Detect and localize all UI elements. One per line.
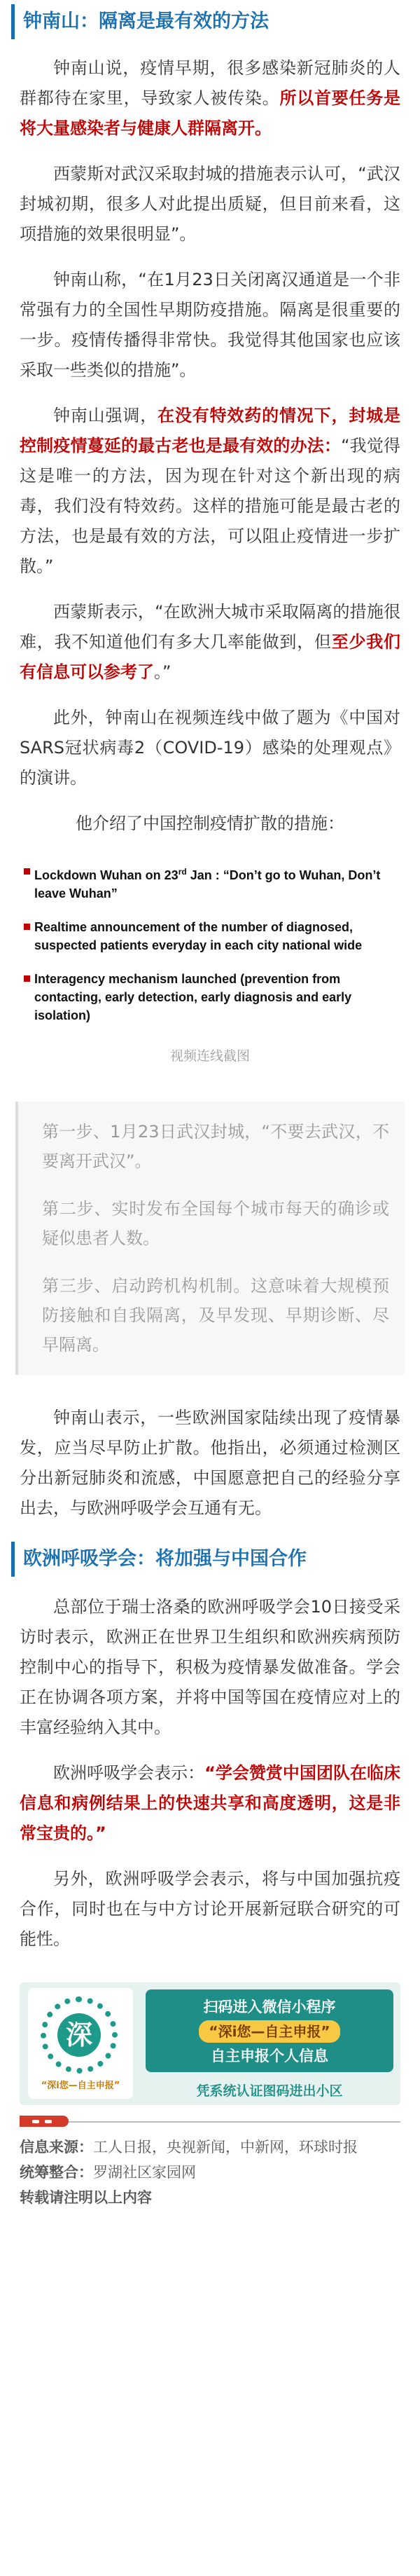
slide-item: [24, 918, 396, 954]
section-heading-zhong-nanshan: 钟南山：隔离是最有效的方法: [11, 4, 409, 39]
footer-editor-value: 罗湖社区家园网: [93, 2164, 196, 2181]
slide-item-text: Interagency mechanism launched (prevention from contacting, early detection, early diagnosis and early isolation): [34, 972, 352, 1022]
promo-panel: [146, 1989, 393, 2072]
square-bullet-icon: [24, 868, 30, 875]
paragraph-text: 欧洲呼吸学会表示：: [53, 1763, 205, 1783]
slide-item-text: Realtime announcement of the number of diagnosed, suspected patients everyday in each city national wide: [34, 920, 363, 952]
promo-report-text: 自主申报个人信息: [211, 2048, 328, 2064]
qr-code-banner[interactable]: [20, 1982, 400, 2105]
footer-source-value: 工人日报，央视新闻，中新网，环球时报: [93, 2139, 358, 2156]
slide-text: Lockdown Wuhan on 23: [34, 868, 178, 882]
slide-item-text: [34, 863, 396, 903]
train-divider: [20, 2113, 400, 2129]
slide-item: [24, 970, 396, 1025]
emphasis-text: “学会赞赏中国团队在临床信息和病例结果上的快速共享和高度透明，这是非常宝贵的。”: [20, 1763, 401, 1843]
emphasis-text: 至少我们有信息可以参考了: [20, 632, 401, 682]
paragraph-video-speech: 此外，钟南山在视频连线中做了题为《中国对SARS冠状病毒2（COVID-19）感染的处理观点》的演讲。: [20, 708, 400, 788]
footer-editor: [20, 2160, 400, 2185]
square-bullet-icon: [24, 975, 30, 982]
paragraph-oldest-method: [20, 401, 400, 582]
paragraph-europe-outbreak: 钟南山表示，一些欧洲国家陆续出现了疫情暴发，应当尽早防止扩散。他指出，必须通过检测区分出新冠肺炎和流感，中国愿意把自己的经验分享出去，与欧洲呼吸学会互通有无。: [20, 1408, 400, 1518]
slide-superscript: rd: [178, 867, 187, 877]
paragraph-simmonds-europe: [20, 597, 400, 687]
paragraph-text: “我觉得这是唯一的方法，因为现在针对这个新出现的病毒，我们没有特效药。这样的措施可能是最古老的方法，也是最有效的方法，可以阻止疫情进一步扩散。”: [20, 436, 400, 576]
promo-scan-text: 扫码进入微信小程序: [203, 1999, 336, 2015]
promo-access-text: 凭系统认证图码进出小区: [196, 2083, 343, 2099]
paragraph-simmonds-lockdown: 西蒙斯对武汉采取封城的措施表示认可，“武汉封城初期，很多人对此提出质疑，但目前来看，这项措施的效果很明显”。: [20, 164, 400, 244]
paragraph-ers-preparation: 总部位于瑞士洛桑的欧洲呼吸学会10日接受采访时表示，欧洲正在世界卫生组织和欧洲疾病预防控制中心的指导下，积极为疫情暴发做准备。学会正在协调各项方案，并将中国等国在疫情应对上的丰富经验纳入其中。: [20, 1597, 400, 1737]
paragraph-ers-cooperation: 另外，欧洲呼吸学会表示，将与中国加强抗疫合作，同时也在与中方讨论开展新冠联合研究的可能性。: [20, 1869, 400, 1949]
image-caption: 视频连线截图: [169, 1048, 250, 1064]
train-window: [32, 2120, 39, 2123]
footer-repost-note: 转载请注明以上内容: [20, 2189, 152, 2206]
footer-editor-label: 统筹整合：: [20, 2164, 93, 2181]
promo-app-name-badge: “深i您—自主申报”: [199, 2020, 340, 2043]
train-icon: [20, 2116, 69, 2127]
rail-track-line: [20, 2121, 400, 2123]
slide-text: Jan : “Don’t go to Wuhan, Don’t leave Wuhan”: [34, 868, 381, 900]
paragraph-jan23-measure: 钟南山称，“在1月23日关闭离汉通道是一个非常强有力的全国性早期防疫措施。隔离是很重要的一步。疫情传播得非常快。我觉得其他国家也应该采取一些类似的措施”。: [20, 270, 400, 380]
slide-item: [24, 863, 396, 903]
quote-step-1: 第一步、1月23日武汉封城，“不要去武汉，不要离开武汉”。: [42, 1122, 389, 1171]
shen-logo-icon: 深: [57, 2013, 101, 2057]
paragraph-text: 西蒙斯表示，“在欧洲大城市采取隔离的措施很难，我不知道他们有多大几率能做到，但: [20, 602, 400, 652]
quote-block: [15, 1102, 405, 1375]
paragraph-text: 。”: [154, 662, 172, 682]
emphasis-text: 在没有特效药的情况下，封城是控制疫情蔓延的最古老也是最有效的办法：: [20, 406, 401, 455]
paragraph-text: 钟南山说，疫情早期，很多感染新冠肺炎的人群都待在家里，导致家人被传染。: [20, 58, 400, 108]
quote-step-3: 第三步、启动跨机构机制。这意味着大规模预防接触和自我隔离，及早发现、早期诊断、尽早隔离。: [42, 1276, 389, 1355]
qr-code[interactable]: [28, 1988, 133, 2099]
paragraph-measures-intro: 他介绍了中国控制疫情扩散的措施：: [76, 814, 344, 833]
train-window: [45, 2120, 52, 2123]
square-bullet-icon: [24, 924, 30, 930]
emphasis-text: 所以首要任务是将大量感染者与健康人群隔离开。: [20, 88, 401, 138]
footer-source: [20, 2135, 400, 2160]
paragraph-text: 钟南山强调，: [53, 406, 158, 425]
qr-caption: “深i您—自主申报”: [41, 2081, 120, 2091]
video-slide-screenshot: [20, 860, 400, 1027]
footer-source-label: 信息来源：: [20, 2139, 93, 2156]
paragraph-isolation-priority: [20, 53, 400, 144]
quote-step-2: 第二步、实时发布全国每个城市每天的确诊或疑似患者人数。: [42, 1199, 389, 1248]
section-heading-ers: 欧洲呼吸学会：将加强与中国合作: [11, 1542, 409, 1577]
paragraph-ers-appreciation: [20, 1758, 400, 1849]
